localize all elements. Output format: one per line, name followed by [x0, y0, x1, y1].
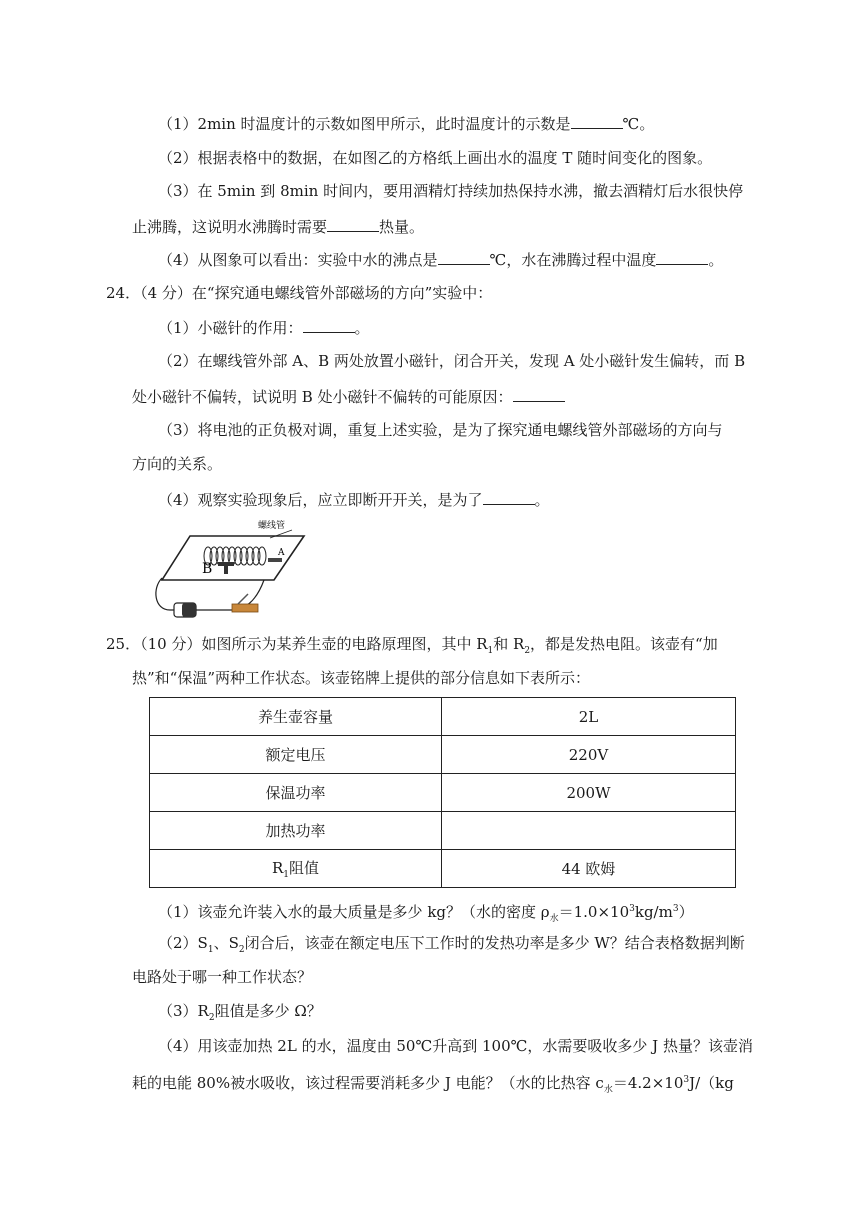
- table-row: [150, 736, 736, 774]
- q25-title-sub1: 1: [487, 646, 494, 656]
- q25-part3-sub: 2: [208, 1013, 215, 1023]
- q25-part3-text-b: 阻值是多少 Ω？: [214, 1002, 322, 1020]
- q23-part1-blank[interactable]: [571, 112, 623, 129]
- q23-part3-text: 止沸腾，这说明水沸腾时需要: [132, 218, 328, 236]
- table-cell-value: 200W: [442, 774, 736, 812]
- q24-part1-suffix: 。: [354, 319, 370, 337]
- switch-lever: [238, 594, 248, 604]
- q25-title-text-c: ，都是发热电阻。该壶有“加: [530, 635, 718, 653]
- r1-symbol: R: [271, 859, 284, 877]
- compass-b-label: B: [202, 561, 213, 577]
- q24-part2-line1: （2）在螺线管外部 A、B 两处放置小磁针，闭合开关，发现 A 处小磁针发生偏转，而 B: [158, 352, 746, 370]
- q23-part4-text-b: ℃，水在沸腾过程中温度: [489, 251, 657, 269]
- coil-label: 螺线管: [258, 521, 286, 531]
- compass-needle-b: [218, 562, 234, 566]
- q24-part1-text: （1）小磁针的作用：: [158, 319, 303, 337]
- table-cell-name: 保温功率: [150, 774, 442, 812]
- q23-part4-text-a: （4）从图象可以看出：实验中水的沸点是: [158, 251, 438, 269]
- q24-part4-suffix: 。: [534, 491, 550, 509]
- q25-part2-line2: 电路处于哪一种工作状态？: [132, 968, 313, 986]
- q25-part1-sub: 水: [549, 914, 559, 924]
- table-cell-value: 44 欧姆: [442, 850, 736, 888]
- q23-part2: （2）根据表格中的数据，在如图乙的方格纸上画出水的温度 T 随时间变化的图象。: [158, 149, 713, 167]
- q24-part2-line2: [132, 385, 565, 408]
- q25-part1-text-b: ＝1.0×10: [558, 903, 630, 921]
- table-cell-value: 220V: [442, 736, 736, 774]
- q25-part1-text-a: （1）该壶允许装入水的最大质量是多少 kg？（水的密度 ρ: [158, 903, 550, 921]
- q24-part3-line2: 方向的关系。: [132, 455, 223, 473]
- q25-part2-text-a: （2）S: [158, 934, 208, 952]
- r1-suffix: 阻值: [289, 859, 320, 877]
- q24-part3-line1: （3）将电池的正负极对调，重复上述实验，是为了探究通电螺线管外部磁场的方向与: [158, 421, 723, 439]
- q25-part2-text-b: 、S: [213, 934, 239, 952]
- q23-part4-text-c: 。: [708, 251, 724, 269]
- q23-part4: [158, 248, 723, 271]
- q25-part2-text-c: 闭合后，该壶在额定电压下工作时的发热功率是多少 W？结合表格数据判断: [244, 934, 745, 952]
- compass-a-label: A: [278, 548, 285, 558]
- q25-title-text-b: 和 R: [493, 635, 525, 653]
- table-cell-value: 2L: [442, 698, 736, 736]
- table-row: [150, 698, 736, 736]
- r1-sub: 1: [283, 870, 289, 880]
- q25-title-sub2: 2: [524, 646, 531, 656]
- q25-part4-text-a: 耗的电能 80%被水吸收，该过程需要消耗多少 J 电能？（水的比热容 c: [132, 1074, 604, 1092]
- q23-part3-suffix: 热量。: [379, 218, 425, 236]
- q25-part1-sup2: 3: [672, 904, 679, 914]
- q25-part4-text-b: ＝4.2×10: [612, 1074, 684, 1092]
- q25-part1-sup: 3: [629, 904, 635, 914]
- table-cell-name: 加热功率: [150, 812, 442, 850]
- q24-part4-blank[interactable]: [483, 488, 535, 505]
- q25-part2-sub2: 2: [238, 945, 245, 955]
- wire-left: [156, 578, 174, 610]
- q25-title-line2: 热”和“保温”两种工作状态。该壶铭牌上提供的部分信息如下表所示：: [132, 669, 591, 687]
- q23-part1: [158, 112, 654, 135]
- q24-part2-text: 处小磁针不偏转，试说明 B 处小磁针不偏转的可能原因：: [132, 388, 513, 406]
- q23-part1-unit: ℃。: [622, 115, 655, 133]
- q25-title-text-a: 25．（10 分）如图所示为某养生壶的电路原理图，其中 R: [106, 635, 488, 653]
- q23-part1-text: （1）2min 时温度计的示数如图甲所示，此时温度计的示数是: [158, 115, 571, 133]
- switch-icon: [232, 604, 258, 612]
- q23-part4-blank-2[interactable]: [656, 248, 708, 265]
- q25-part3: [158, 1000, 322, 1029]
- q25-part2-sub1: 1: [207, 945, 214, 955]
- q23-part3-line1: （3）在 5min 到 8min 时间内，要用酒精灯持续加热保持水沸，撤去酒精灯后水很快停: [158, 182, 744, 200]
- q24-part1-blank[interactable]: [303, 316, 355, 333]
- battery-end: [182, 603, 196, 617]
- q24-part2-blank[interactable]: [513, 385, 565, 402]
- q24-part1: [158, 316, 370, 339]
- q25-part4-sub: 水: [603, 1085, 613, 1095]
- table-cell-name: 养生壶容量: [150, 698, 442, 736]
- q25-title-line1: [106, 633, 718, 662]
- solenoid-experiment-figure: [152, 518, 312, 628]
- q25-part4-text-c: J/（kg: [689, 1074, 734, 1092]
- q25-part3-text-a: （3）R: [158, 1002, 209, 1020]
- table-cell-name: 额定电压: [150, 736, 442, 774]
- board-shape: [162, 536, 304, 580]
- q25-part1-text-d: ）: [678, 903, 694, 921]
- q25-part4-sup: 3: [683, 1075, 690, 1085]
- compass-stand-b: [224, 566, 228, 574]
- table-cell-value: [442, 812, 736, 850]
- nameplate-table: [149, 697, 736, 888]
- q24-part4-text: （4）观察实验现象后，应立即断开开关，是为了: [158, 491, 483, 509]
- compass-needle-a: [268, 558, 282, 562]
- q24-part4: [158, 488, 550, 511]
- q25-part4-line2: [132, 1069, 734, 1101]
- q23-part3-blank[interactable]: [327, 215, 379, 232]
- q23-part3-line2: [132, 215, 424, 238]
- q23-part4-blank-1[interactable]: [438, 248, 490, 265]
- q25-part1-text-c: kg/m: [634, 903, 673, 921]
- q25-part2-line1: [158, 932, 745, 961]
- q25-part1: [158, 898, 694, 930]
- q24-title: 24．（4 分）在“探究通电螺线管外部磁场的方向”实验中：: [106, 284, 493, 302]
- table-row: [150, 812, 736, 850]
- table-row: [150, 850, 736, 888]
- q25-part4-line1: （4）用该壶加热 2L 的水，温度由 50℃升高到 100℃，水需要吸收多少 J 热量？该壶消: [158, 1037, 753, 1055]
- table-cell-name: [150, 850, 442, 888]
- table-row: [150, 774, 736, 812]
